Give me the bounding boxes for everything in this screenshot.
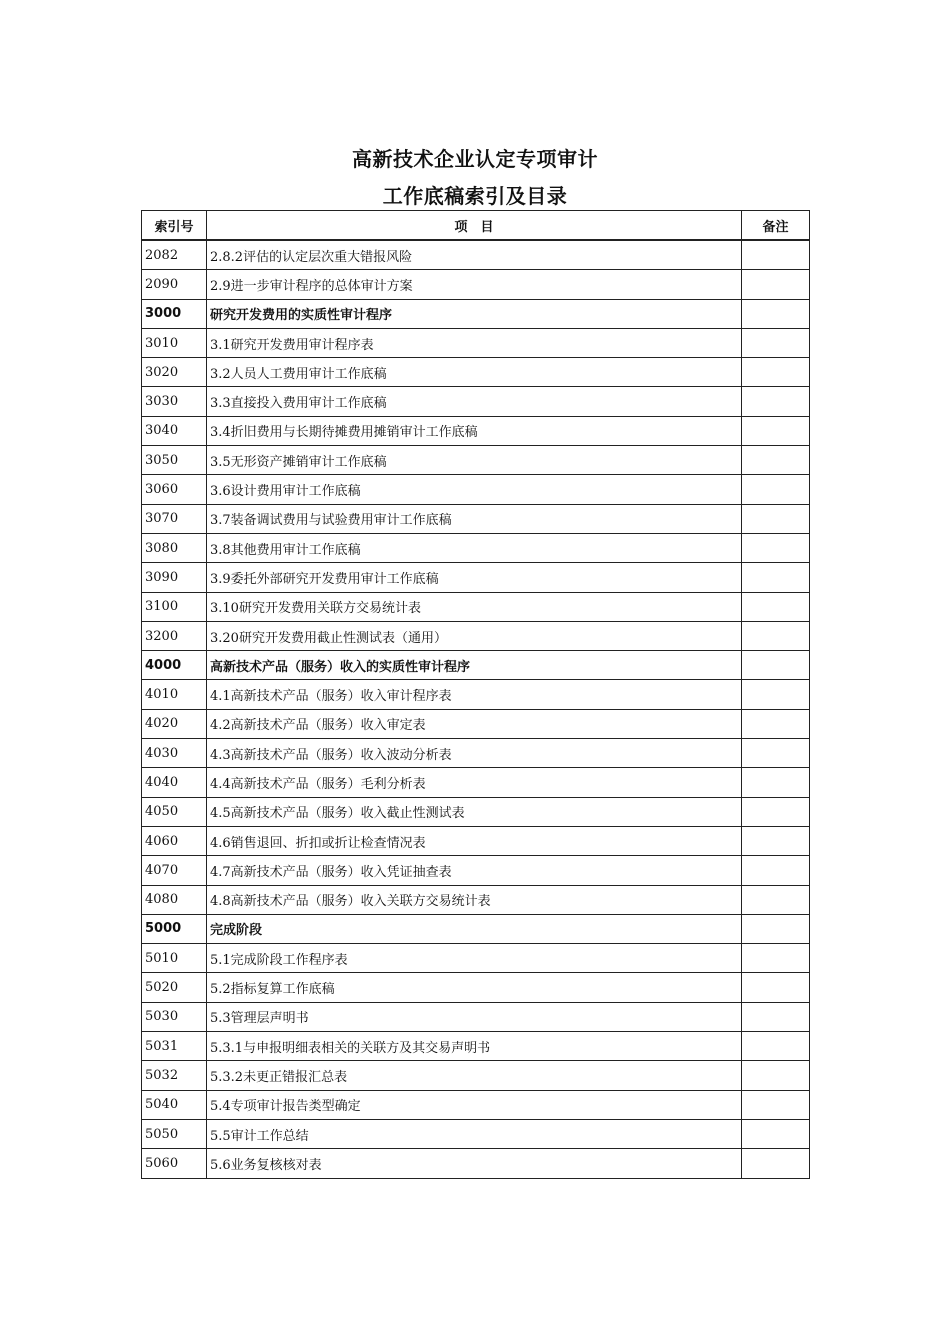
row-item: 5.4专项审计报告类型确定 (207, 1090, 742, 1119)
index-table (141, 210, 810, 1179)
row-item: 3.2人员人工费用审计工作底稿 (207, 358, 742, 387)
row-index: 2082 (142, 240, 207, 270)
header-remark: 备注 (742, 211, 810, 241)
section-row (142, 651, 810, 680)
row-index: 2090 (142, 270, 207, 299)
row-remark (742, 270, 810, 299)
table-row (142, 709, 810, 738)
row-item: 3.10研究开发费用关联方交易统计表 (207, 592, 742, 621)
table-row (142, 944, 810, 973)
table-row (142, 680, 810, 709)
row-item: 5.3.1与申报明细表相关的关联方及其交易声明书 (207, 1032, 742, 1061)
row-remark (742, 1149, 810, 1178)
row-index: 3090 (142, 563, 207, 592)
row-item: 5.3管理层声明书 (207, 1002, 742, 1031)
row-item: 3.1研究开发费用审计程序表 (207, 328, 742, 357)
row-index: 5000 (142, 914, 207, 943)
row-index: 4030 (142, 739, 207, 768)
row-remark (742, 739, 810, 768)
row-index: 3040 (142, 416, 207, 445)
row-item: 5.1完成阶段工作程序表 (207, 944, 742, 973)
row-index: 5040 (142, 1090, 207, 1119)
table-row (142, 563, 810, 592)
table-row (142, 768, 810, 797)
row-item: 4.5高新技术产品（服务）收入截止性测试表 (207, 797, 742, 826)
row-remark (742, 1119, 810, 1148)
row-remark (742, 973, 810, 1002)
row-item: 3.3直接投入费用审计工作底稿 (207, 387, 742, 416)
row-remark (742, 240, 810, 270)
row-index: 4040 (142, 768, 207, 797)
header-item: 项 目 (207, 211, 742, 241)
row-index: 3030 (142, 387, 207, 416)
row-item: 研究开发费用的实质性审计程序 (207, 299, 742, 328)
row-remark (742, 328, 810, 357)
row-item: 2.8.2评估的认定层次重大错报风险 (207, 240, 742, 270)
table-row (142, 856, 810, 885)
row-index: 5050 (142, 1119, 207, 1148)
row-item: 3.9委托外部研究开发费用审计工作底稿 (207, 563, 742, 592)
row-remark (742, 651, 810, 680)
row-remark (742, 1002, 810, 1031)
table-row (142, 1002, 810, 1031)
row-index: 4020 (142, 709, 207, 738)
row-index: 5020 (142, 973, 207, 1002)
row-index: 3000 (142, 299, 207, 328)
row-remark (742, 826, 810, 855)
row-remark (742, 944, 810, 973)
row-item: 3.6设计费用审计工作底稿 (207, 475, 742, 504)
row-index: 4060 (142, 826, 207, 855)
row-item: 4.8高新技术产品（服务）收入关联方交易统计表 (207, 885, 742, 914)
row-item: 3.7装备调试费用与试验费用审计工作底稿 (207, 504, 742, 533)
table-row (142, 328, 810, 357)
document-subtitle: 工作底稿索引及目录 (382, 184, 568, 208)
row-remark (742, 680, 810, 709)
table-row (142, 739, 810, 768)
table-row (142, 885, 810, 914)
row-remark (742, 416, 810, 445)
row-item: 4.2高新技术产品（服务）收入审定表 (207, 709, 742, 738)
table-row (142, 1149, 810, 1178)
row-item: 3.8其他费用审计工作底稿 (207, 533, 742, 562)
row-index: 3020 (142, 358, 207, 387)
row-item: 4.7高新技术产品（服务）收入凭证抽查表 (207, 856, 742, 885)
row-remark (742, 387, 810, 416)
row-item: 4.3高新技术产品（服务）收入波动分析表 (207, 739, 742, 768)
row-index: 3200 (142, 621, 207, 650)
header-index: 索引号 (142, 211, 207, 241)
row-item: 3.20研究开发费用截止性测试表（通用） (207, 621, 742, 650)
table-row (142, 240, 810, 270)
table-row (142, 592, 810, 621)
table-row (142, 1061, 810, 1090)
row-item: 3.4折旧费用与长期待摊费用摊销审计工作底稿 (207, 416, 742, 445)
row-index: 4000 (142, 651, 207, 680)
row-index: 3010 (142, 328, 207, 357)
table-row (142, 1090, 810, 1119)
table-row (142, 1119, 810, 1148)
section-row (142, 914, 810, 943)
table-row (142, 1032, 810, 1061)
table-body (142, 240, 810, 1178)
document-title: 高新技术企业认定专项审计 (352, 147, 598, 171)
row-remark (742, 475, 810, 504)
row-item: 5.6业务复核核对表 (207, 1149, 742, 1178)
row-index: 5030 (142, 1002, 207, 1031)
row-item: 5.5审计工作总结 (207, 1119, 742, 1148)
table-row (142, 533, 810, 562)
row-item: 4.6销售退回、折扣或折让检查情况表 (207, 826, 742, 855)
section-row (142, 299, 810, 328)
row-item: 4.1高新技术产品（服务）收入审计程序表 (207, 680, 742, 709)
row-remark (742, 592, 810, 621)
row-item: 2.9进一步审计程序的总体审计方案 (207, 270, 742, 299)
row-remark (742, 797, 810, 826)
row-remark (742, 504, 810, 533)
table-row (142, 621, 810, 650)
row-remark (742, 299, 810, 328)
row-remark (742, 563, 810, 592)
row-remark (742, 1061, 810, 1090)
table-row (142, 826, 810, 855)
row-remark (742, 768, 810, 797)
row-item: 完成阶段 (207, 914, 742, 943)
row-remark (742, 856, 810, 885)
row-remark (742, 709, 810, 738)
row-item: 高新技术产品（服务）收入的实质性审计程序 (207, 651, 742, 680)
row-item: 4.4高新技术产品（服务）毛利分析表 (207, 768, 742, 797)
table-row (142, 504, 810, 533)
table-row (142, 358, 810, 387)
row-remark (742, 621, 810, 650)
row-remark (742, 446, 810, 475)
row-remark (742, 914, 810, 943)
table-row (142, 270, 810, 299)
row-remark (742, 1032, 810, 1061)
row-index: 5031 (142, 1032, 207, 1061)
table-row (142, 446, 810, 475)
row-index: 5032 (142, 1061, 207, 1090)
row-index: 4010 (142, 680, 207, 709)
row-index: 3050 (142, 446, 207, 475)
table-header-row (142, 211, 810, 241)
row-remark (742, 533, 810, 562)
row-remark (742, 358, 810, 387)
row-index: 3080 (142, 533, 207, 562)
row-index: 4050 (142, 797, 207, 826)
row-item: 5.2指标复算工作底稿 (207, 973, 742, 1002)
table-row (142, 797, 810, 826)
row-index: 5060 (142, 1149, 207, 1178)
table-row (142, 387, 810, 416)
row-remark (742, 1090, 810, 1119)
table-row (142, 416, 810, 445)
row-index: 4080 (142, 885, 207, 914)
table-row (142, 973, 810, 1002)
row-index: 3060 (142, 475, 207, 504)
row-index: 3100 (142, 592, 207, 621)
row-index: 4070 (142, 856, 207, 885)
row-item: 5.3.2未更正错报汇总表 (207, 1061, 742, 1090)
row-index: 3070 (142, 504, 207, 533)
table-row (142, 475, 810, 504)
row-remark (742, 885, 810, 914)
row-index: 5010 (142, 944, 207, 973)
row-item: 3.5无形资产摊销审计工作底稿 (207, 446, 742, 475)
